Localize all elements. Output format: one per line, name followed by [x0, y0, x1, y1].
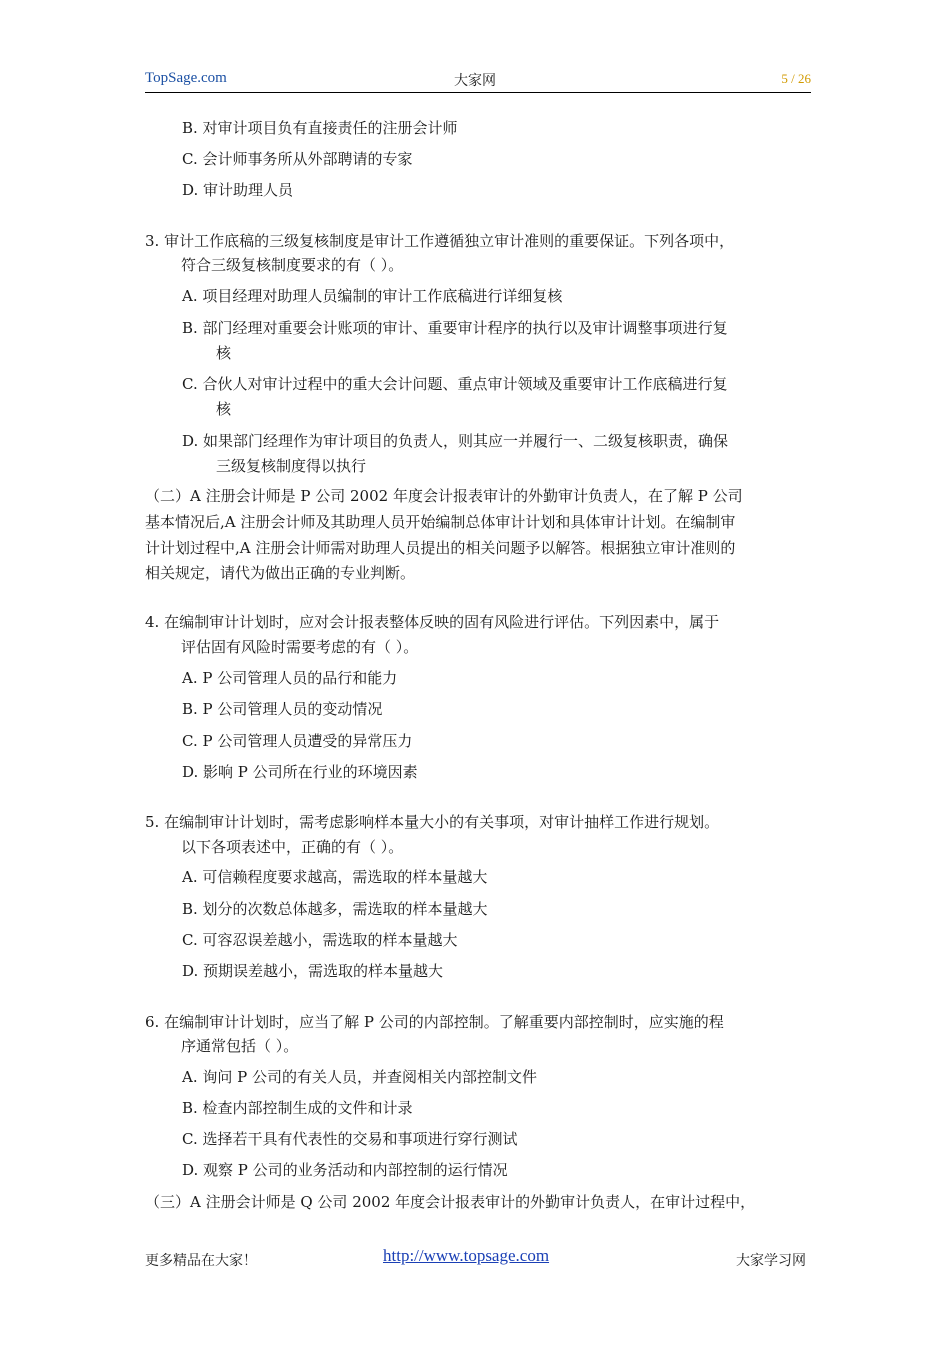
option-text: C. 选择若干具有代表性的交易和事项进行穿行测试 [182, 1130, 518, 1148]
option-text: C. 会计师事务所从外部聘请的专家 [182, 150, 413, 168]
question-stem: 5. 在编制审计计划时，需考虑影响样本量大小的有关事项，对审计抽样工作进行规划。 [145, 813, 720, 831]
option-text: A. 可信赖程度要求越高，需选取的样本量越大 [182, 868, 488, 886]
option-text: D. 如果部门经理作为审计项目的负责人，则其应一并履行一、二级复核职责，确保 [182, 432, 729, 450]
option-text: A. 项目经理对助理人员编制的审计工作底稿进行详细复核 [182, 287, 563, 305]
option-text: A. P 公司管理人员的品行和能力 [182, 669, 398, 687]
section-paragraph: 相关规定，请代为做出正确的专业判断。 [145, 564, 416, 582]
option-text: B. 划分的次数总体越多，需选取的样本量越大 [182, 900, 488, 918]
option-text: B. 检查内部控制生成的文件和计录 [182, 1099, 413, 1117]
option-text: C. P 公司管理人员遭受的异常压力 [182, 732, 413, 750]
option-text: 核 [216, 344, 232, 362]
option-text: B. 部门经理对重要会计账项的审计、重要审计程序的执行以及审计调整事项进行复 [182, 319, 728, 337]
question-stem: 符合三级复核制度要求的有（ ）。 [181, 256, 404, 274]
option-text: D. 影响 P 公司所在行业的环境因素 [182, 763, 418, 781]
page-number: 5 / 26 [781, 71, 811, 86]
option-text: C. 合伙人对审计过程中的重大会计问题、重点审计领域及重要审计工作底稿进行复 [182, 375, 728, 393]
footer-right-text: 大家学习网 [736, 1253, 806, 1269]
section-paragraph: 基本情况后,A 注册会计师及其助理人员开始编制总体审计计划和具体审计计划。在编制审 [145, 513, 736, 531]
footer-website-link[interactable]: http://www.topsage.com [383, 1246, 550, 1265]
option-text: D. 预期误差越小，需选取的样本量越大 [182, 962, 444, 980]
section-paragraph: 计计划过程中,A 注册会计师需对助理人员提出的相关问题予以解答。根据独立审计准则的 [145, 539, 736, 557]
option-text: 核 [216, 400, 232, 418]
header-title: 大家网 [454, 73, 496, 89]
option-text: A. 询问 P 公司的有关人员，并查阅相关内部控制文件 [182, 1068, 537, 1086]
option-text: D. 审计助理人员 [182, 181, 294, 199]
option-text: 三级复核制度得以执行 [216, 457, 367, 475]
section-paragraph: （二）A 注册会计师是 P 公司 2002 年度会计报表审计的外勤审计负责人，在了解 P 公司 [145, 487, 743, 505]
question-stem: 以下各项表述中，正确的有（ ）。 [181, 838, 404, 856]
option-text: D. 观察 P 公司的业务活动和内部控制的运行情况 [182, 1161, 508, 1179]
option-text: B. P 公司管理人员的变动情况 [182, 700, 383, 718]
option-text: B. 对审计项目负有直接责任的注册会计师 [182, 119, 458, 137]
page-header [145, 70, 811, 93]
question-stem: 6. 在编制审计计划时，应当了解 P 公司的内部控制。了解重要内部控制时，应实施的程 [145, 1013, 724, 1031]
question-stem: 评估固有风险时需要考虑的有（ ）。 [181, 638, 419, 656]
question-stem: 序通常包括（ ）。 [181, 1037, 299, 1055]
footer-left-text: 更多精品在大家！ [145, 1253, 257, 1269]
header-site-link[interactable]: TopSage.com [145, 70, 227, 86]
footer-link-wrap [383, 1246, 549, 1266]
section-paragraph: （三）A 注册会计师是 Q 公司 2002 年度会计报表审计的外勤审计负责人，在审计过程中， [145, 1193, 756, 1211]
question-stem: 4. 在编制审计计划时，应对会计报表整体反映的固有风险进行评估。下列因素中，属于 [145, 613, 720, 631]
option-text: C. 可容忍误差越小，需选取的样本量越大 [182, 931, 458, 949]
question-stem: 3. 审计工作底稿的三级复核制度是审计工作遵循独立审计准则的重要保证。下列各项中， [145, 232, 735, 250]
